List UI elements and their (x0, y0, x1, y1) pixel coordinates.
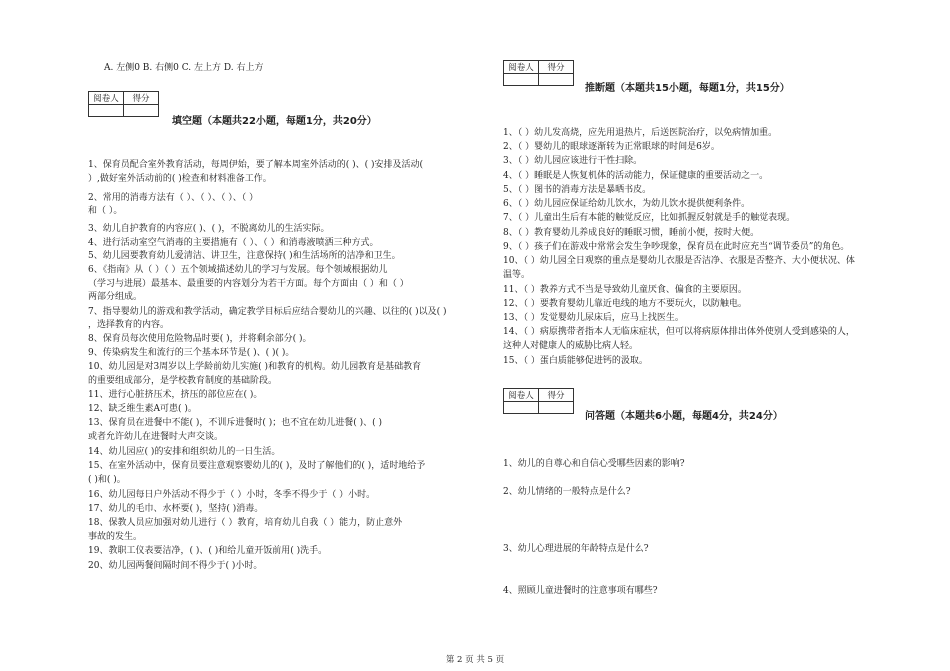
fill-question-line: 11、进行心脏挤压术，挤压的部位应在( )。 (88, 390, 263, 400)
judge-question-line: 10、（ ）幼儿园全日观察的重点是婴幼儿衣服是否洁净、衣服是否整齐、大小便状况、体 (503, 256, 855, 266)
page-footer: 第 2 页 共 5 页 (445, 655, 505, 665)
score-box-fill (88, 91, 159, 117)
fill-question-line: 7、指导婴幼儿的游戏和教学活动，确定教学目标后应结合婴幼儿的兴趣、以往的( )以及( ) (88, 307, 447, 317)
fill-question-line: 的重要组成部分，是学校教育制度的基础阶段。 (88, 376, 278, 386)
judge-question-line: 1、（ ）幼儿发高烧，应先用退热片，后送医院治疗，以免病情加重。 (503, 128, 778, 138)
fill-question-line: 16、幼儿园每日户外活动不得少于（ ）小时，冬季不得少于（ ）小时。 (88, 490, 376, 500)
fill-question-line: 19、教职工仪表要洁净，( )、( )和给儿童开饭前用( )洗手。 (88, 546, 328, 556)
score-box-judge (503, 60, 574, 86)
judge-question-line: 7、（ ）儿童出生后有本能的触觉反应，比如抓握反射就是手的触觉表现。 (503, 213, 796, 223)
qa-question: 2、幼儿情绪的一般特点是什么? (503, 487, 631, 497)
judge-question-line: 11、（ ）教养方式不当是导致幼儿童厌食、偏食的主要原因。 (503, 285, 747, 295)
fill-question-line: 和（ ）。 (88, 206, 123, 216)
reviewer-label: 阅卷人 (504, 389, 539, 402)
fill-question-line: 9、传染病发生和流行的三个基本环节是( )、( )( )。 (88, 348, 295, 358)
fill-question-line: 3、幼儿自护教育的内容应( )、( )，不脱离幼儿的生活实际。 (88, 224, 330, 234)
judge-question-line: 9、（ ）孩子们在游戏中常常会发生争吵现象，保育员在此时应充当“调节委员”的角色。 (503, 242, 850, 252)
fill-question-line: 2、常用的消毒方法有（ ）、（ ）、（ ）、（ ） (88, 193, 259, 203)
judge-question-line: 温等。 (503, 270, 531, 280)
fill-question-line: 1、保育员配合室外教育活动，每周伊始，要了解本周室外活动的( )、( )安排及活动( (88, 160, 424, 170)
fill-question-line: ，选择教育的内容。 (88, 320, 170, 330)
score-cell (539, 402, 574, 414)
judge-question-line: 4、（ ）睡眠是人恢复机体的活动能力，保证健康的重要活动之一。 (503, 171, 769, 181)
fill-question-line: 10、幼儿园是对3周岁以上学龄前幼儿实施( )和教育的机构。幼儿园教育是基础教育 (88, 362, 422, 372)
fill-question-line: 15、在室外活动中，保育员要注意观察婴幼儿的( )，及时了解他们的( )，适时地给予 (88, 461, 426, 471)
judge-question-line: 6、（ ）幼儿园应保证给幼儿饮水，为幼儿饮水提供便利条件。 (503, 199, 751, 209)
reviewer-cell (504, 74, 539, 86)
fill-question-line: 17、幼儿的毛巾、水杯要( )，坚持( )消毒。 (88, 504, 264, 514)
fill-question-line: 8、保育员每次使用危险物品时要( )，并将剩余部分( )。 (88, 334, 312, 344)
fill-question-line: 或者允许幼儿在进餐时大声交谈。 (88, 432, 224, 442)
fill-question-line: 两部分组成。 (88, 292, 143, 302)
judge-question-line: 2、（ ）婴幼儿的眼球逐渐转为正常眼球的时间是6岁。 (503, 142, 720, 152)
qa-question: 1、幼儿的自尊心和自信心受哪些因素的影响? (503, 459, 685, 469)
fill-question-line: 14、幼儿园应( )的安排和组织幼儿的一日生活。 (88, 447, 281, 457)
judge-question-line: 8、（ ）教育婴幼儿养成良好的睡眠习惯，睡前小便，按时大便。 (503, 228, 760, 238)
fill-question-line: 6、《指南》从（ ）（ ）五个领域描述幼儿的学习与发展。每个领域根据幼儿 (88, 265, 388, 275)
judge-question-line: 14、（ ）病原携带者指本人无临床症状，但可以将病原体排出体外使别人受到感染的人， (503, 327, 855, 337)
reviewer-label: 阅卷人 (89, 92, 124, 105)
qa-section-title: 问答题（本题共6小题，每题4分，共24分） (585, 411, 783, 422)
fill-question-line: 13、保育员在进餐中不能( )，不训斥进餐时( )；也不宜在幼儿进餐( )、( ) (88, 418, 382, 428)
judge-question-line: 这种人对健康人的威胁比病人轻。 (503, 341, 639, 351)
reviewer-cell (504, 402, 539, 414)
fill-question-line: 事故的发生。 (88, 532, 143, 542)
fill-section-title: 填空题（本题共22小题，每题1分，共20分） (172, 116, 377, 127)
judge-question-line: 12、（ ）要教育婴幼儿靠近电线的地方不要玩火，以防触电。 (503, 299, 747, 309)
fill-question-line: （学习与进展）最基本、最重要的内容划分为若干方面。每个方面由（ ）和（ ） (88, 279, 409, 289)
qa-question: 3、幼儿心理进展的年龄特点是什么? (503, 544, 649, 554)
judge-question-line: 15、（ ）蛋白质能够促进钙的汲取。 (503, 356, 648, 366)
score-label: 得分 (539, 389, 574, 402)
score-label: 得分 (124, 92, 159, 105)
judge-question-line: 3、（ ）幼儿园应该进行干性扫除。 (503, 156, 643, 166)
fill-question-line: ）,做好室外活动前的( )检查和材料准备工作。 (88, 174, 272, 184)
judge-question-line: 5、（ ）图书的消毒方法是暴晒书皮。 (503, 185, 652, 195)
judge-question-line: 13、（ ）发觉婴幼儿尿床后，应马上找医生。 (503, 313, 684, 323)
fill-question-line: 4、进行活动室空气消毒的主要措施有（ ）、（ ）和消毒液喷洒三种方式。 (88, 238, 379, 248)
options-line: A. 左侧0 B. 右侧0 C. 左上方 D. 右上方 (104, 63, 264, 73)
fill-question-line: 12、缺乏维生素A可患( )。 (88, 404, 197, 414)
fill-question-line: 5、幼儿园要教育幼儿爱清洁、讲卫生，注意保持( )和生活场所的洁净和卫生。 (88, 251, 401, 261)
score-box-qa (503, 388, 574, 414)
fill-question-line: 18、保教人员应加强对幼儿进行（ ）教育，培育幼儿自我（ ）能力，防止意外 (88, 518, 403, 528)
fill-question-line: 20、幼儿园两餐间隔时间不得少于( )小时。 (88, 561, 263, 571)
reviewer-label: 阅卷人 (504, 61, 539, 74)
qa-question: 4、照顾儿童进餐时的注意事项有哪些? (503, 586, 658, 596)
score-cell (539, 74, 574, 86)
reviewer-cell (89, 105, 124, 117)
judge-section-title: 推断题（本题共15小题，每题1分，共15分） (585, 83, 790, 94)
score-cell (124, 105, 159, 117)
fill-question-line: ( )和( )。 (88, 475, 126, 485)
score-label: 得分 (539, 61, 574, 74)
